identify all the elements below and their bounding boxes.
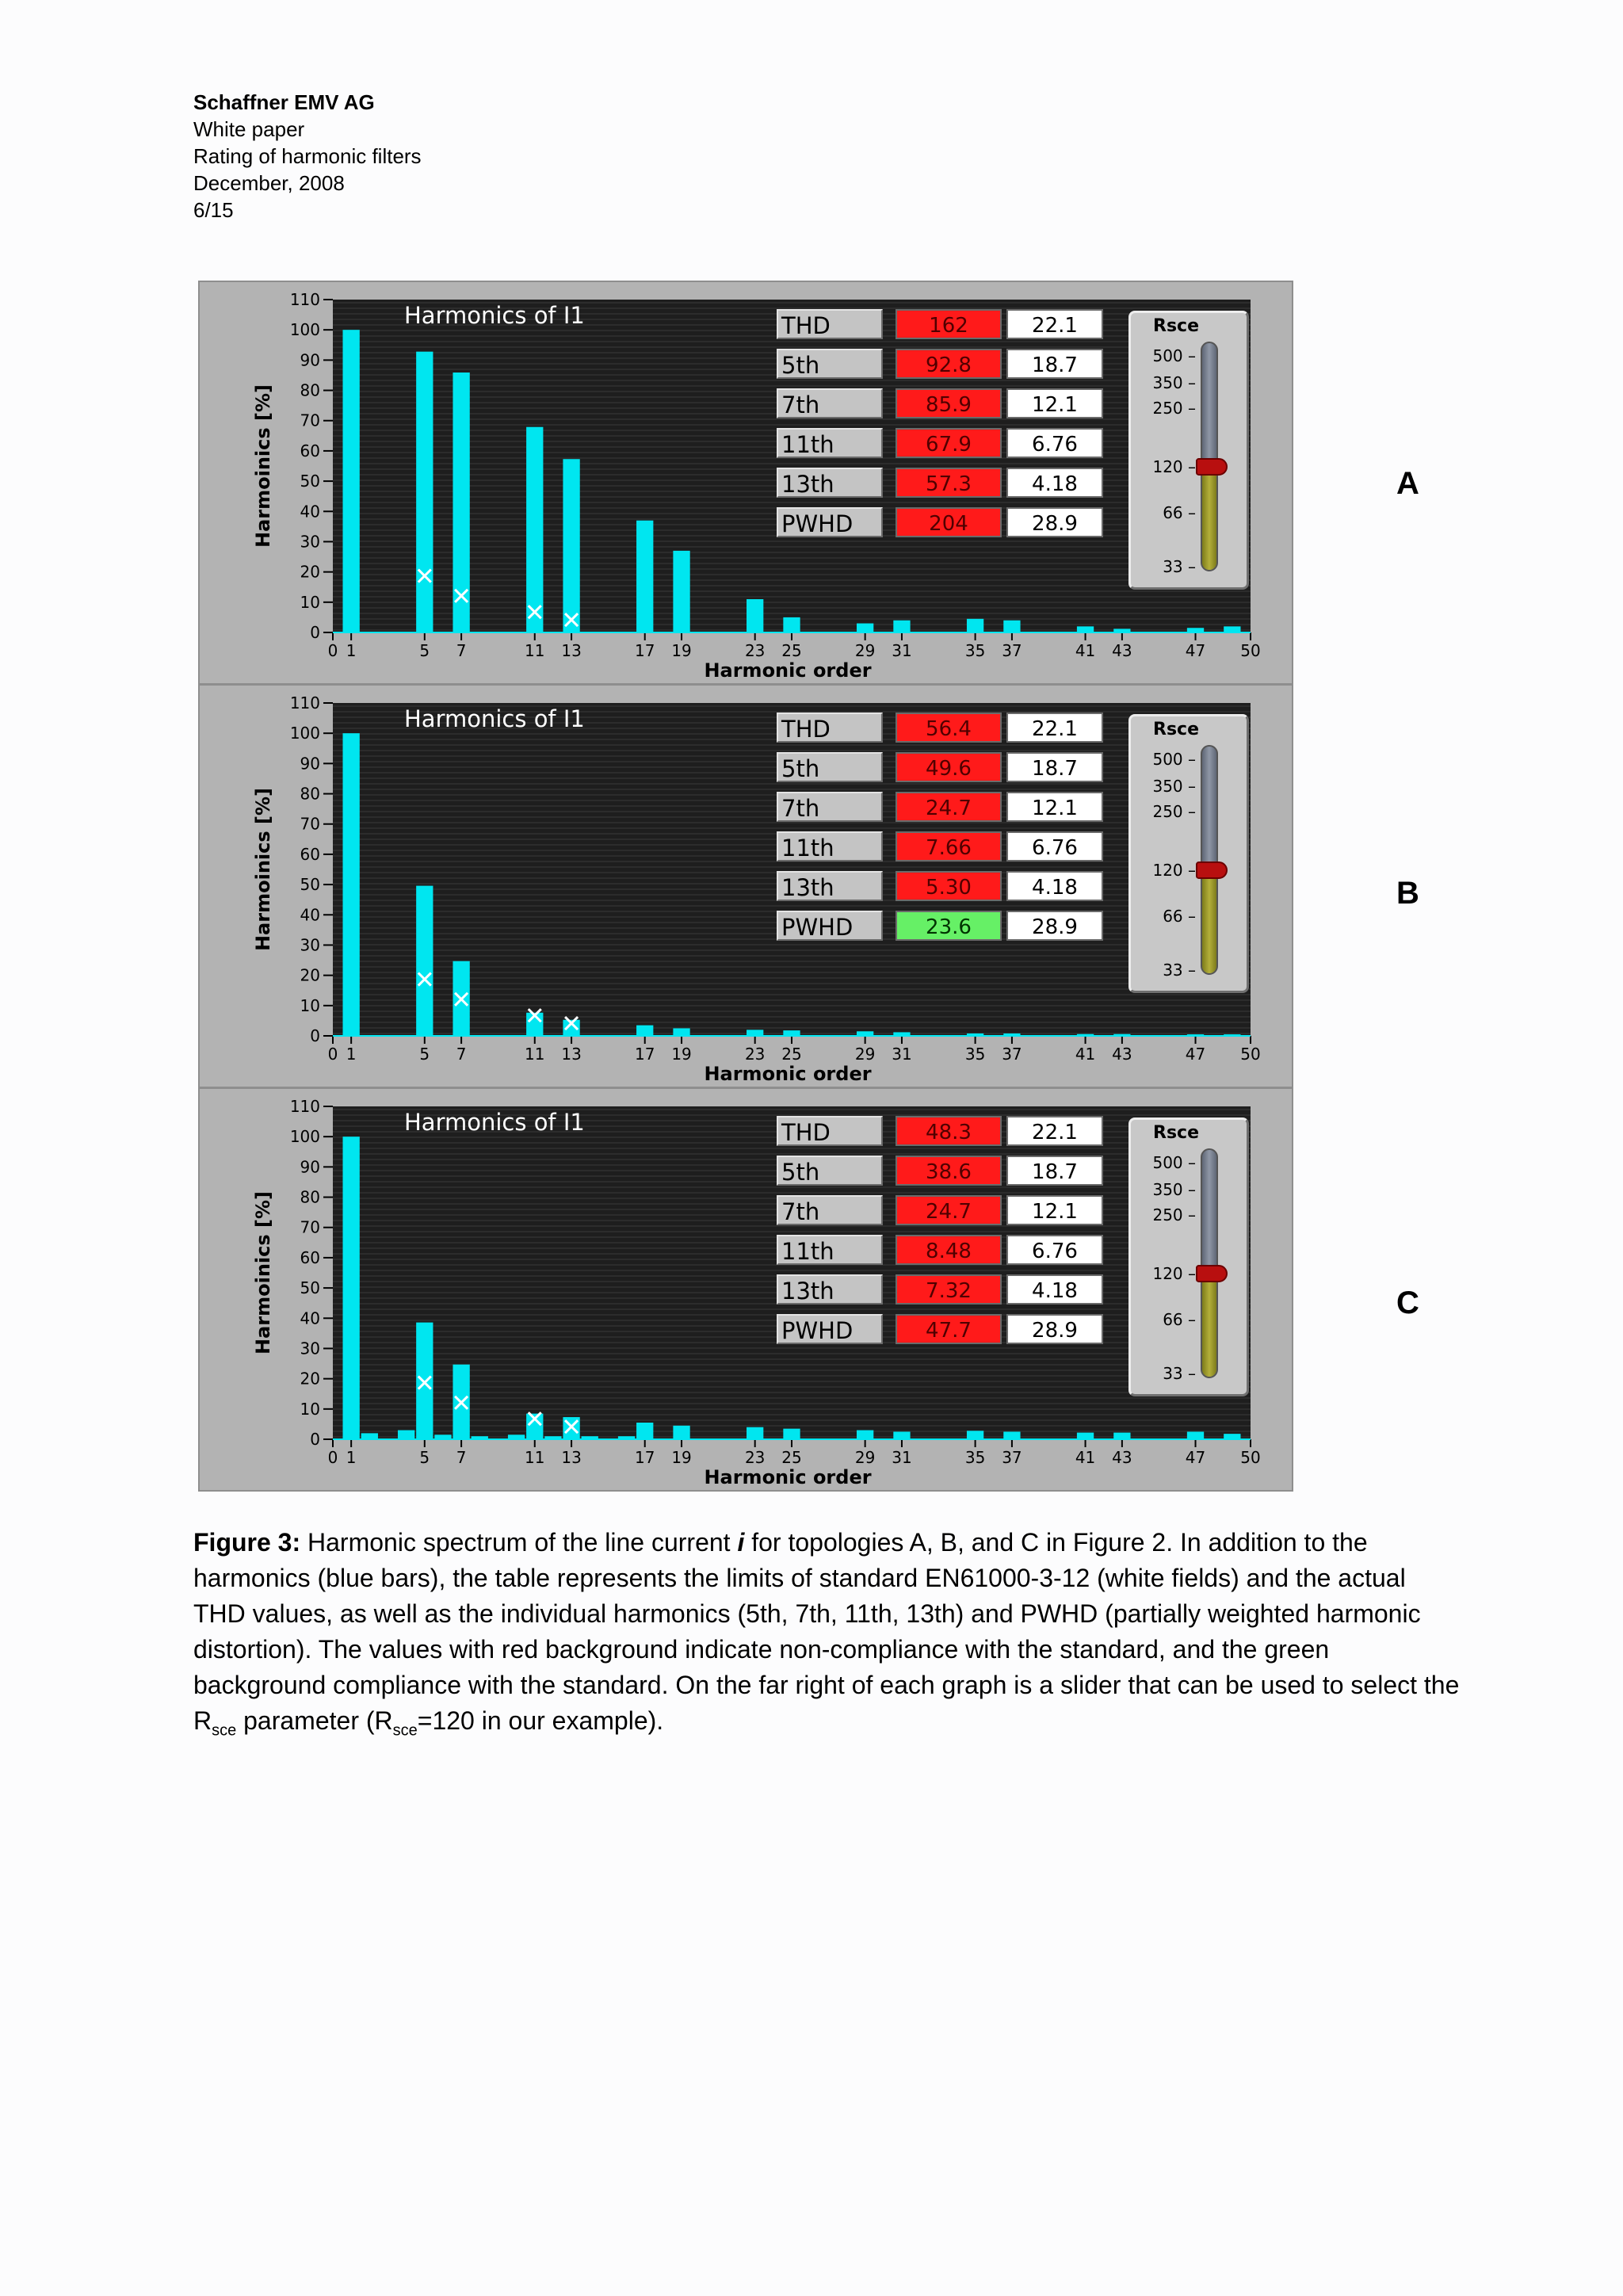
measure-label: 13th: [777, 468, 883, 498]
measured-value: 38.6: [896, 1156, 1002, 1186]
x-tick-label: 19: [671, 1448, 692, 1467]
harmonic-bar: [361, 1433, 378, 1439]
y-tick-label: 50: [300, 1278, 320, 1298]
x-tick-label: 35: [964, 641, 986, 660]
y-tick-label: 80: [300, 784, 320, 804]
y-tick-label: 80: [300, 380, 320, 400]
slider-tick-label: 120 –: [1152, 457, 1196, 476]
y-axis-label: Harmoinics [%]: [252, 787, 274, 952]
x-tick-label: 47: [1185, 1045, 1206, 1064]
slider-tick-label: 33 –: [1163, 1364, 1196, 1383]
y-tick-label: 40: [300, 905, 320, 925]
measure-label: 7th: [777, 792, 883, 822]
limit-value: 12.1: [1006, 1195, 1103, 1225]
document-date: December, 2008: [193, 171, 345, 195]
harmonic-bar: [343, 1137, 360, 1439]
x-tick-label: 41: [1075, 1045, 1096, 1064]
slider-tick-label: 120 –: [1152, 861, 1196, 880]
x-tick-label: 23: [744, 641, 766, 660]
x-tick-label: 0: [327, 1045, 338, 1064]
measured-value: 204: [896, 507, 1002, 537]
x-tick-label: 29: [854, 1448, 876, 1467]
measure-label: PWHD: [777, 507, 883, 537]
slider-tick-label: 66 –: [1163, 1310, 1196, 1329]
measure-label: THD: [777, 712, 883, 743]
x-tick-label: 47: [1185, 1448, 1206, 1467]
harmonic-bar: [416, 886, 433, 1036]
y-tick-label: 30: [300, 935, 320, 955]
slider-tick-label: 66 –: [1163, 907, 1196, 926]
harmonic-bar: [673, 1028, 689, 1036]
measured-value: 23.6: [896, 911, 1002, 941]
measured-value: 162: [896, 309, 1002, 339]
x-tick-label: 17: [634, 1045, 655, 1064]
measure-label: 13th: [777, 871, 883, 901]
harmonic-bar: [636, 1423, 653, 1439]
limit-value: 22.1: [1006, 712, 1103, 743]
limit-value: 6.76: [1006, 1235, 1103, 1265]
harmonic-bar: [747, 1427, 763, 1439]
harmonic-bar: [472, 1436, 488, 1439]
harmonic-bar: [673, 1426, 689, 1439]
harmonic-bar: [857, 1031, 873, 1036]
x-tick-label: 43: [1112, 641, 1132, 660]
caption-subscript-2: sce: [392, 1721, 418, 1740]
limit-value: 22.1: [1006, 1116, 1103, 1146]
company-name: Schaffner EMV AG: [193, 90, 375, 114]
slider-tick-label: 250 –: [1152, 802, 1196, 821]
limit-value: 18.7: [1006, 752, 1103, 782]
x-tick-label: 31: [892, 1045, 912, 1064]
x-tick-label: 23: [744, 1448, 766, 1467]
x-tick-label: 37: [1002, 641, 1022, 660]
slider-title: Rsce: [1153, 316, 1199, 336]
y-tick-label: 10: [300, 995, 320, 1015]
measure-label: 5th: [777, 752, 883, 782]
harmonic-bar: [967, 1431, 983, 1439]
harmonic-bar: [783, 1429, 800, 1439]
harmonic-bar: [1224, 1434, 1240, 1439]
measured-value: 7.32: [896, 1274, 1002, 1305]
page-header: [193, 89, 422, 223]
y-tick-label: 90: [300, 754, 320, 774]
x-tick-label: 37: [1002, 1448, 1022, 1467]
y-tick-label: 70: [300, 411, 320, 430]
y-tick-label: 100: [289, 1127, 320, 1147]
topology-letter: A: [1396, 466, 1419, 501]
x-tick-label: 13: [561, 1448, 582, 1467]
harmonic-bar: [453, 372, 469, 632]
y-tick-label: 90: [300, 350, 320, 370]
y-tick-label: 60: [300, 1247, 320, 1267]
x-tick-label: 43: [1112, 1448, 1132, 1467]
y-tick-label: 20: [300, 965, 320, 985]
y-tick-label: 30: [300, 1339, 320, 1358]
measured-value: 5.30: [896, 871, 1002, 901]
harmonic-bar: [636, 1026, 653, 1036]
limit-value: 6.76: [1006, 831, 1103, 861]
harmonic-bar: [1187, 628, 1204, 632]
harmonics-panel: [198, 684, 1293, 1088]
measured-value: 85.9: [896, 388, 1002, 418]
slider-tick-label: 350 –: [1152, 777, 1196, 796]
slider-thumb[interactable]: [1196, 861, 1228, 879]
slider-tick-label: 500 –: [1152, 750, 1196, 769]
x-tick-label: 41: [1075, 1448, 1096, 1467]
harmonics-panel: [198, 1087, 1293, 1492]
harmonic-bar: [893, 621, 910, 632]
slider-tick-label: 250 –: [1152, 399, 1196, 418]
measure-label: 13th: [777, 1274, 883, 1305]
harmonic-bar: [783, 617, 800, 632]
measure-label: THD: [777, 1116, 883, 1146]
harmonic-bar: [857, 1431, 873, 1439]
harmonic-bar: [398, 1431, 414, 1439]
x-tick-label: 50: [1240, 641, 1261, 660]
slider-tick-label: 500 –: [1152, 346, 1196, 365]
x-tick-label: 25: [781, 1045, 802, 1064]
y-tick-label: 50: [300, 472, 320, 491]
slider-tick-label: 66 –: [1163, 503, 1196, 522]
harmonic-bar: [893, 1032, 910, 1036]
x-tick-label: 5: [419, 1448, 430, 1467]
harmonics-panel: [198, 281, 1293, 685]
x-tick-label: 1: [346, 1045, 357, 1064]
slider-tick-label: 33 –: [1163, 961, 1196, 980]
measured-value: 8.48: [896, 1235, 1002, 1265]
limit-value: 6.76: [1006, 428, 1103, 458]
harmonic-bar: [673, 551, 689, 632]
x-tick-label: 7: [456, 641, 467, 660]
harmonic-bar: [1077, 1433, 1094, 1439]
measure-label: 11th: [777, 831, 883, 861]
measure-label: 7th: [777, 388, 883, 418]
slider-tick-label: 500 –: [1152, 1153, 1196, 1172]
caption-text-3: parameter (R: [236, 1706, 393, 1735]
measure-label: 11th: [777, 428, 883, 458]
document-title: Rating of harmonic filters: [193, 144, 422, 168]
x-tick-label: 0: [327, 641, 338, 660]
measure-label: 11th: [777, 1235, 883, 1265]
x-tick-label: 13: [561, 641, 582, 660]
x-tick-label: 25: [781, 641, 802, 660]
measure-label: PWHD: [777, 1314, 883, 1344]
harmonic-bar: [636, 521, 653, 632]
y-tick-label: 40: [300, 1308, 320, 1328]
harmonic-bar: [1003, 1033, 1020, 1036]
harmonic-bar: [783, 1030, 800, 1036]
x-tick-label: 23: [744, 1045, 766, 1064]
x-axis-label: Harmonic order: [704, 659, 872, 682]
harmonic-bar: [343, 330, 360, 632]
x-tick-label: 31: [892, 641, 912, 660]
x-tick-label: 29: [854, 641, 876, 660]
harmonic-bar: [526, 427, 543, 632]
x-tick-label: 47: [1185, 641, 1206, 660]
harmonic-bar: [1077, 626, 1094, 632]
x-tick-label: 7: [456, 1448, 467, 1467]
slider-title: Rsce: [1153, 1123, 1199, 1143]
harmonic-bar: [1187, 1431, 1204, 1439]
slider-tick-label: 350 –: [1152, 373, 1196, 392]
chart-title: Harmonics of I1: [404, 1109, 585, 1136]
harmonic-bar: [416, 352, 433, 632]
limit-value: 12.1: [1006, 388, 1103, 418]
y-tick-label: 0: [310, 1026, 320, 1045]
x-tick-label: 25: [781, 1448, 802, 1467]
x-axis-label: Harmonic order: [704, 1466, 872, 1488]
harmonic-bar: [1224, 626, 1240, 632]
harmonic-bar: [434, 1435, 451, 1439]
x-tick-label: 0: [327, 1448, 338, 1467]
y-tick-label: 0: [310, 1430, 320, 1449]
slider-tick-label: 250 –: [1152, 1205, 1196, 1224]
x-tick-label: 37: [1002, 1045, 1022, 1064]
limit-value: 28.9: [1006, 507, 1103, 537]
harmonic-bar: [1003, 621, 1020, 632]
x-tick-label: 35: [964, 1045, 986, 1064]
caption-text-4: =120 in our example).: [417, 1706, 664, 1735]
measure-label: 5th: [777, 1156, 883, 1186]
page-number: 6/15: [193, 198, 234, 222]
y-tick-label: 110: [289, 1097, 320, 1116]
topology-letter: C: [1396, 1286, 1419, 1320]
harmonic-bar: [747, 1030, 763, 1036]
y-tick-label: 10: [300, 592, 320, 612]
y-tick-label: 50: [300, 875, 320, 895]
measured-value: 24.7: [896, 792, 1002, 822]
measure-label: THD: [777, 309, 883, 339]
y-tick-label: 20: [300, 562, 320, 582]
limit-value: 4.18: [1006, 871, 1103, 901]
harmonic-bar: [1077, 1034, 1094, 1036]
slider-title: Rsce: [1153, 720, 1199, 739]
y-tick-label: 0: [310, 623, 320, 642]
y-tick-label: 100: [289, 320, 320, 340]
measured-value: 48.3: [896, 1116, 1002, 1146]
caption-variable: i: [737, 1528, 745, 1557]
slider-track[interactable]: [1201, 342, 1218, 571]
measure-label: PWHD: [777, 911, 883, 941]
harmonic-bar: [416, 1323, 433, 1439]
y-tick-label: 110: [289, 290, 320, 309]
x-tick-label: 17: [634, 641, 655, 660]
caption-text-1: Harmonic spectrum of the line current: [300, 1528, 738, 1557]
caption-label: Figure 3:: [193, 1528, 301, 1557]
rsce-slider[interactable]: [1128, 714, 1249, 993]
x-tick-label: 5: [419, 641, 430, 660]
y-tick-label: 80: [300, 1187, 320, 1207]
y-tick-label: 70: [300, 1217, 320, 1237]
y-axis-label: Harmoinics [%]: [252, 1190, 274, 1355]
harmonic-bar: [747, 599, 763, 632]
limit-value: 4.18: [1006, 468, 1103, 498]
y-axis-label: Harmoinics [%]: [252, 384, 274, 548]
chart-title: Harmonics of I1: [404, 705, 585, 732]
harmonic-bar: [967, 619, 983, 632]
measured-value: 56.4: [896, 712, 1002, 743]
y-tick-label: 60: [300, 441, 320, 460]
x-tick-label: 5: [419, 1045, 430, 1064]
y-tick-label: 90: [300, 1157, 320, 1177]
x-tick-label: 41: [1075, 641, 1096, 660]
slider-thumb[interactable]: [1196, 1265, 1228, 1282]
limit-value: 28.9: [1006, 911, 1103, 941]
x-tick-label: 19: [671, 641, 692, 660]
harmonic-bar: [544, 1436, 561, 1439]
slider-track[interactable]: [1201, 745, 1218, 975]
x-tick-label: 50: [1240, 1448, 1261, 1467]
y-tick-label: 60: [300, 844, 320, 864]
harmonic-bar: [1113, 1034, 1130, 1036]
caption-text-2: for topologies A, B, and C in Figure 2. In addition to the harmonics (blue bars), the table represents the limits of standard EN61000-3-12 (white fields) and the actual THD values, as well as the individual harmonics (5th, 7th, 11th, 13th) and PWHD (partially weighted harmonic distortion). The values with red background indicate non-compliance with the standard, and the green background compliance with the standard. On the far right of each graph is a slider that can be used to select the R: [193, 1528, 1460, 1735]
measured-value: 24.7: [896, 1195, 1002, 1225]
limit-value: 18.7: [1006, 1156, 1103, 1186]
x-tick-label: 11: [525, 1448, 545, 1467]
y-tick-label: 110: [289, 693, 320, 712]
limit-value: 28.9: [1006, 1314, 1103, 1344]
harmonic-bar: [563, 459, 579, 632]
y-tick-label: 70: [300, 814, 320, 834]
x-tick-label: 11: [525, 1045, 545, 1064]
harmonic-bar: [1003, 1431, 1020, 1439]
limit-value: 22.1: [1006, 309, 1103, 339]
harmonic-bar: [1187, 1034, 1204, 1036]
slider-tick-label: 120 –: [1152, 1264, 1196, 1283]
measured-value: 47.7: [896, 1314, 1002, 1344]
rsce-slider[interactable]: [1128, 1117, 1249, 1396]
measured-value: 7.66: [896, 831, 1002, 861]
harmonic-bar: [343, 733, 360, 1036]
slider-thumb[interactable]: [1196, 458, 1228, 476]
limit-value: 12.1: [1006, 792, 1103, 822]
y-tick-label: 40: [300, 502, 320, 521]
harmonic-bar: [1224, 1034, 1240, 1036]
measure-label: 5th: [777, 349, 883, 379]
limit-value: 18.7: [1006, 349, 1103, 379]
slider-tick-label: 350 –: [1152, 1180, 1196, 1199]
harmonic-bar: [582, 1436, 598, 1439]
x-tick-label: 35: [964, 1448, 986, 1467]
harmonic-bar: [508, 1435, 525, 1439]
x-tick-label: 19: [671, 1045, 692, 1064]
y-tick-label: 10: [300, 1399, 320, 1419]
measured-value: 92.8: [896, 349, 1002, 379]
x-tick-label: 50: [1240, 1045, 1261, 1064]
caption-subscript-1: sce: [212, 1721, 237, 1740]
x-tick-label: 7: [456, 1045, 467, 1064]
topology-letter: B: [1396, 876, 1419, 911]
limit-value: 4.18: [1006, 1274, 1103, 1305]
chart-title: Harmonics of I1: [404, 302, 585, 329]
x-axis-label: Harmonic order: [704, 1063, 872, 1085]
slider-tick-label: 33 –: [1163, 557, 1196, 576]
x-tick-label: 29: [854, 1045, 876, 1064]
document-type: White paper: [193, 117, 305, 141]
harmonic-bar: [1113, 628, 1130, 632]
x-tick-label: 1: [346, 1448, 357, 1467]
measured-value: 49.6: [896, 752, 1002, 782]
y-tick-label: 20: [300, 1369, 320, 1389]
y-tick-label: 30: [300, 532, 320, 552]
measured-value: 57.3: [896, 468, 1002, 498]
slider-track[interactable]: [1201, 1148, 1218, 1378]
rsce-slider[interactable]: [1128, 311, 1249, 590]
harmonic-bar: [857, 624, 873, 632]
x-tick-label: 13: [561, 1045, 582, 1064]
figure-caption: [193, 1525, 1461, 1748]
harmonic-bar: [893, 1431, 910, 1439]
slider-fill: [1202, 1272, 1216, 1377]
harmonic-bar: [967, 1033, 983, 1036]
y-tick-label: 100: [289, 724, 320, 743]
x-tick-label: 43: [1112, 1045, 1132, 1064]
x-tick-label: 11: [525, 641, 545, 660]
harmonic-bar: [618, 1436, 635, 1439]
x-tick-label: 31: [892, 1448, 912, 1467]
x-tick-label: 17: [634, 1448, 655, 1467]
measure-label: 7th: [777, 1195, 883, 1225]
x-tick-label: 1: [346, 641, 357, 660]
slider-fill: [1202, 465, 1216, 570]
slider-fill: [1202, 869, 1216, 973]
harmonic-bar: [1113, 1433, 1130, 1439]
measured-value: 67.9: [896, 428, 1002, 458]
